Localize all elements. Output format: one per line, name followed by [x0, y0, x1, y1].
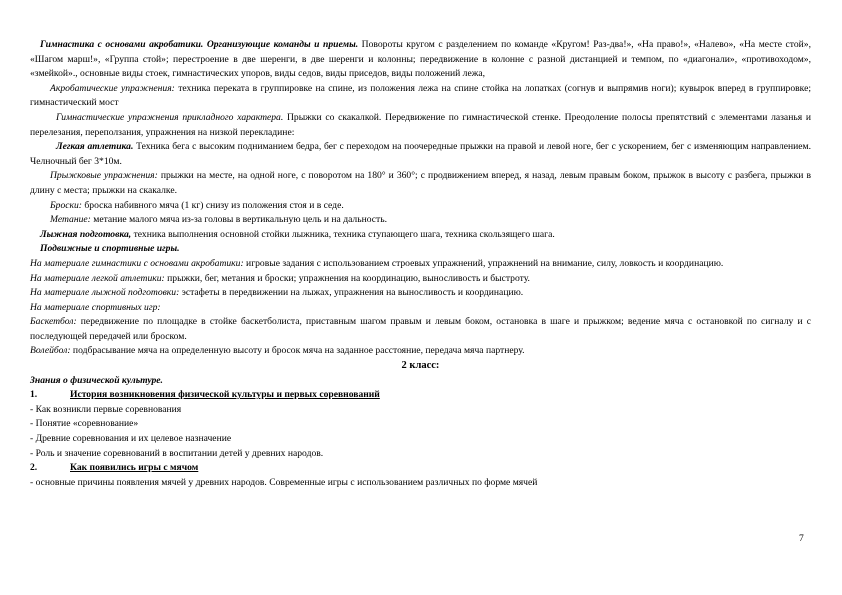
grade-title: 2 класс: — [401, 360, 440, 372]
heading-ski: Лыжная подготовка, — [40, 228, 132, 240]
heading-metanie: Метание: — [50, 214, 91, 226]
paragraph-on-sport — [30, 301, 811, 316]
paragraph-athletics — [30, 140, 811, 169]
text-metanie: метание малого мяча из-за головы в вертикальную цель и на дальность. — [90, 214, 387, 226]
paragraph-on-ski — [30, 286, 811, 301]
heading-on-athletics: На материале легкой атлетики: — [30, 272, 165, 284]
paragraph-ski — [30, 228, 811, 243]
paragraph-acrobatics — [30, 82, 811, 111]
paragraph-throws — [30, 199, 811, 214]
paragraph-jumps — [30, 169, 811, 198]
topic-2-item: - основные причины появления мячей у древних народов. Современные игры с использованием различных по форме мячей — [30, 476, 538, 488]
paragraph-on-athletics — [30, 272, 811, 287]
text-athletics: Техника бега с высоким подниманием бедра, бег с переходом на поочередные прыжки на правой и левой ноге, бег с ускорением, бег с изменяющим направлением. Челночный бег 3*10м. — [30, 141, 811, 167]
heading-on-sport: На материале спортивных игр: — [30, 301, 161, 313]
text-gymnastics: Повороты кругом с разделением по команде «Кругом! Раз-два!», «На право!», «Налево», «На месте стой», «Шагом марш!», «Группа стой»; перестроение в две шеренги, в две шеренги и колонны; передвижение в колонне с разной дистанцией и темпом, по «диагонали», «противоходом», «змейкой»., основные виды стоек, гимнастических упоров, виды седов, виды приседов, виды положений лежа, — [30, 39, 811, 80]
paragraph-applied — [30, 111, 811, 140]
topic-1-number: 1. — [30, 389, 38, 401]
text-on-athletics: прыжки, бег, метания и броски; упражнения на координацию, выносливость и быстроту. — [164, 272, 530, 284]
page-number: 7 — [799, 533, 804, 544]
topic-1-item: - Понятие «соревнование» — [30, 418, 139, 430]
heading-gymnastics: Гимнастика с основами акробатики. Организующие команды и приемы. — [40, 39, 359, 50]
paragraph-metanie — [30, 213, 811, 228]
paragraph-games-heading — [30, 242, 811, 257]
knowledge-heading-text: Знания о физической культуре. — [30, 374, 163, 386]
heading-applied: Гимнастические упражнения прикладного характера. — [56, 111, 284, 123]
heading-volleyball: Волейбол: — [30, 345, 71, 357]
paragraph-gymnastics — [30, 38, 811, 82]
text-throws: броска набивного мяча (1 кг) снизу из положения стоя и в седе. — [82, 199, 344, 211]
paragraph-basketball — [30, 315, 811, 344]
document-body — [30, 38, 811, 490]
paragraph-volleyball — [30, 344, 811, 359]
heading-throws: Броски: — [50, 199, 82, 211]
topic-2-number: 2. — [30, 462, 38, 474]
heading-basketball: Баскетбол: — [30, 316, 77, 328]
text-jumps: прыжки на месте, на одной ноге, с поворотом на 180° и 360°; с продвижением вперед, я назад, левым правым боком, прыжок в высоту с разбега, прыжки в длину с места; прыжки на скакалке. — [30, 170, 811, 196]
topic-2-title: Как появились игры с мячом — [70, 462, 199, 474]
topic-1-heading — [30, 388, 811, 403]
text-on-gym: игровые задания с использованием строевых упражнений, упражнений на внимание, силу, ловкость и координацию. — [243, 257, 724, 269]
text-acrobatics: техника переката в группировке на спине, из положения лежа на спине стойка на лопатках (согнув и выпрямив ноги); кувырок вперед в группировке; гимнастический мост — [30, 82, 811, 109]
paragraph-on-gym — [30, 257, 811, 272]
text-volleyball: подбрасывание мяча на определенную высоту и бросок мяча на заданное расстояние, передача мяча партнеру. — [70, 345, 525, 357]
text-basketball: передвижение по площадке в стойке баскетболиста, приставным шагом правым и левым боком, остановка в шаге и прыжком; ведение мяча с остановкой по сигналу и с последующей передачей или броском. — [30, 316, 811, 342]
heading-on-ski: На материале лыжной подготовки: — [30, 287, 180, 299]
knowledge-heading — [30, 374, 811, 389]
heading-jumps: Прыжковые упражнения: — [50, 170, 158, 182]
text-ski: техника выполнения основной стойки лыжника, техника ступающего шага, техника скользящего шага. — [131, 228, 555, 240]
heading-games: Подвижные и спортивные игры. — [40, 243, 180, 255]
topic-1-item: - Как возникли первые соревнования — [30, 403, 182, 415]
heading-acrobatics: Акробатические упражнения: — [50, 82, 175, 94]
topic-1-item: - Роль и значение соревнований в воспитании детей у древних народов. — [30, 447, 324, 459]
text-applied: Прыжки со скакалкой. Передвижение по гимнастической стенке. Преодоление полосы препятствий с элементами лазанья и перелезания, переползания, упражнения на низкой перекладине: — [30, 111, 811, 138]
heading-athletics: Легкая атлетика. — [56, 141, 134, 153]
topic-2-heading — [30, 461, 811, 476]
heading-on-gym: На материале гимнастики с основами акробатики: — [30, 257, 244, 269]
text-on-ski: эстафеты в передвижении на лыжах, упражнения на выносливость и координацию. — [179, 287, 524, 299]
topic-1-item: - Древние соревнования и их целевое назначение — [30, 433, 232, 445]
topic-1-title: История возникновения физической культуры и первых соревнований — [70, 389, 380, 401]
